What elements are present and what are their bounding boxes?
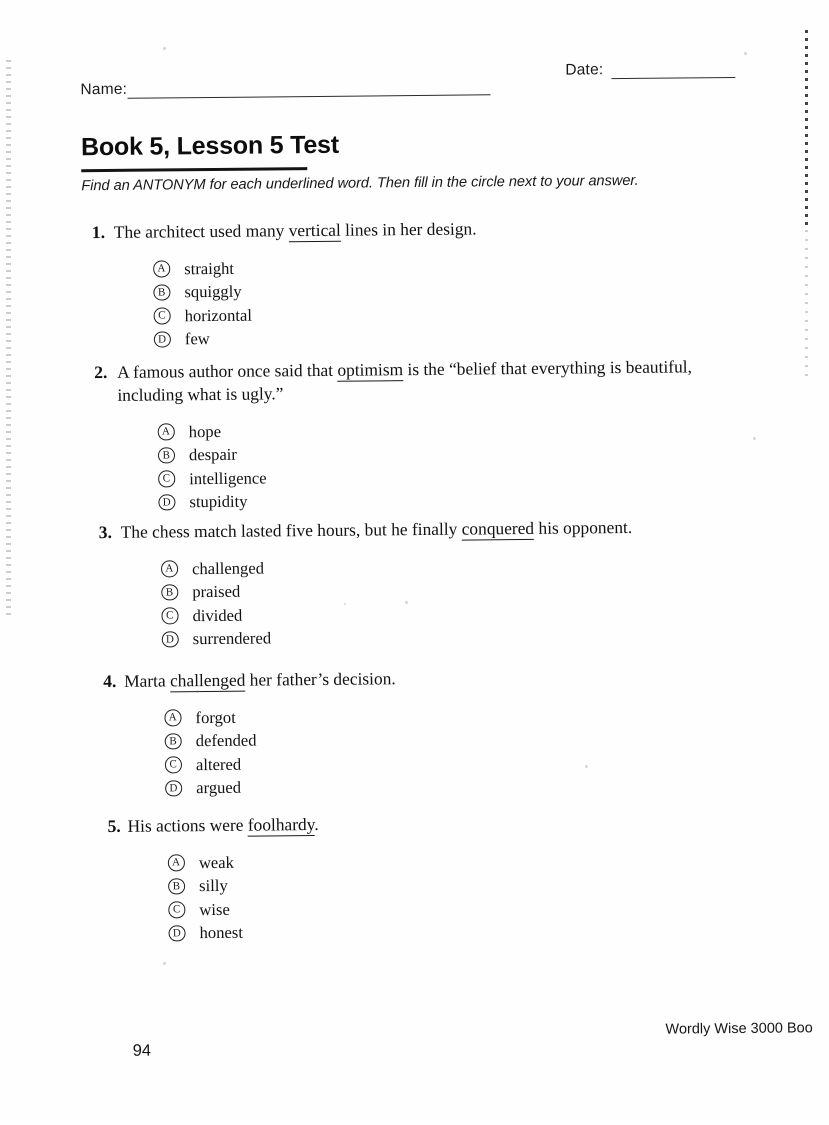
underlined-vocabulary-word: optimism xyxy=(337,359,404,380)
question-text-before: His actions were xyxy=(127,814,248,836)
answer-bubble-c[interactable]: C xyxy=(161,607,178,624)
question-text-before: A famous author once said that xyxy=(117,359,338,382)
answer-bubble-c[interactable]: C xyxy=(158,470,175,487)
footer-source-label: Wordly Wise 3000 Boo xyxy=(665,1020,813,1038)
question-sentence xyxy=(127,814,318,836)
question-prompt xyxy=(1,664,761,694)
question-item xyxy=(1,664,762,818)
underlined-vocabulary-word: vertical xyxy=(288,219,341,241)
question-item xyxy=(0,515,761,669)
answer-bubble-d[interactable]: D xyxy=(165,780,182,797)
date-write-line[interactable] xyxy=(611,77,735,79)
question-sentence xyxy=(117,356,692,382)
scan-speck xyxy=(744,52,747,55)
question-number: 1. xyxy=(91,222,106,243)
answer-option-label: hope xyxy=(188,421,222,442)
answer-bubble-a[interactable]: A xyxy=(168,854,185,871)
question-text-after: is the “belief that everything is beautiful, xyxy=(403,356,692,380)
underlined-vocabulary-word: challenged xyxy=(169,669,246,691)
scan-speck xyxy=(163,962,166,965)
answer-option-label: squiggly xyxy=(184,282,242,302)
answer-bubble-b[interactable]: B xyxy=(161,584,178,601)
page-title: Book 5, Lesson 5 Test xyxy=(80,130,340,162)
question-number: 2. xyxy=(94,361,108,383)
answer-option-label: honest xyxy=(199,923,243,943)
answer-bubble-a[interactable]: A xyxy=(164,709,181,726)
answer-options xyxy=(0,552,761,653)
scan-speck xyxy=(405,601,408,604)
question-text-after: his opponent. xyxy=(533,516,633,538)
answer-option-label: argued xyxy=(196,778,242,798)
name-label: Name: xyxy=(80,80,128,99)
question-item xyxy=(0,215,758,369)
answer-option-label: surrendered xyxy=(192,628,272,649)
answer-option-label: praised xyxy=(192,582,241,602)
question-item xyxy=(0,355,760,532)
answer-options xyxy=(1,701,762,802)
question-sentence-line2: including what is ugly.” xyxy=(117,383,284,405)
answer-option-label: despair xyxy=(188,445,237,465)
scan-speck xyxy=(196,690,199,693)
scan-speck xyxy=(163,47,166,50)
date-label: Date: xyxy=(565,61,604,79)
question-sentence xyxy=(124,668,396,692)
answer-bubble-d[interactable]: D xyxy=(162,631,179,648)
question-text-after: lines in her design. xyxy=(340,218,477,240)
answer-option-label: horizontal xyxy=(184,305,253,326)
answer-option-label: challenged xyxy=(191,558,265,579)
answer-bubble-b[interactable]: B xyxy=(158,447,175,464)
answer-options xyxy=(0,252,758,353)
question-item xyxy=(2,809,763,963)
underlined-vocabulary-word: conquered xyxy=(461,517,535,539)
question-number: 4. xyxy=(103,670,117,692)
answer-bubble-a[interactable]: A xyxy=(153,261,170,278)
answer-option-label: wise xyxy=(199,899,230,920)
question-text-before: Marta xyxy=(124,670,171,691)
answer-bubble-a[interactable]: A xyxy=(161,560,178,577)
answer-option-label: silly xyxy=(199,876,228,896)
answer-option-label: few xyxy=(184,329,210,349)
question-text-before: The architect used many xyxy=(113,220,289,242)
question-number: 5. xyxy=(107,815,121,837)
scan-edge-artifact-right-faint xyxy=(805,230,808,380)
answer-bubble-b[interactable]: B xyxy=(165,733,182,750)
name-date-row xyxy=(0,0,824,99)
question-number: 3. xyxy=(98,521,113,543)
scan-speck xyxy=(585,765,588,768)
answer-option-label: divided xyxy=(192,605,243,626)
answer-option-label: intelligence xyxy=(189,468,267,489)
answer-bubble-c[interactable]: C xyxy=(154,308,171,325)
answer-option-label: defended xyxy=(195,731,257,751)
answer-bubble-d[interactable]: D xyxy=(154,331,171,348)
question-prompt xyxy=(0,355,758,408)
scan-speck xyxy=(753,437,756,440)
answer-option-label: forgot xyxy=(195,707,236,728)
underlined-vocabulary-word: foolhardy xyxy=(247,814,315,835)
title-underline-rule xyxy=(81,167,307,172)
scan-edge-artifact-left xyxy=(6,60,11,620)
question-text-before: The chess match lasted five hours, but he finally xyxy=(120,518,462,542)
question-text-after: . xyxy=(314,813,319,835)
question-sentence xyxy=(121,517,633,542)
answer-options xyxy=(0,415,760,516)
answer-bubble-b[interactable]: B xyxy=(153,284,170,301)
page-number: 94 xyxy=(132,1041,152,1060)
scan-speck xyxy=(344,603,346,605)
answer-option-label: weak xyxy=(198,852,234,873)
scan-edge-artifact-right xyxy=(805,30,808,230)
name-write-line[interactable] xyxy=(128,94,491,98)
answer-options xyxy=(3,846,764,947)
answer-bubble-a[interactable]: A xyxy=(158,423,175,440)
question-sentence xyxy=(114,218,477,241)
answer-bubble-c[interactable]: C xyxy=(168,901,185,918)
answer-bubble-b[interactable]: B xyxy=(168,878,185,895)
question-prompt xyxy=(0,215,757,245)
answer-option-label: straight xyxy=(184,258,235,279)
answer-option-label: altered xyxy=(195,754,242,775)
question-text-after: her father’s decision. xyxy=(245,668,396,690)
answer-option-label: stupidity xyxy=(189,492,248,512)
answer-bubble-c[interactable]: C xyxy=(165,756,182,773)
answer-bubble-d[interactable]: D xyxy=(168,925,185,942)
answer-bubble-d[interactable]: D xyxy=(158,494,175,511)
instruction-text: Find an ANTONYM for each underlined word. Then fill in the circle next to your answer. xyxy=(81,172,639,195)
